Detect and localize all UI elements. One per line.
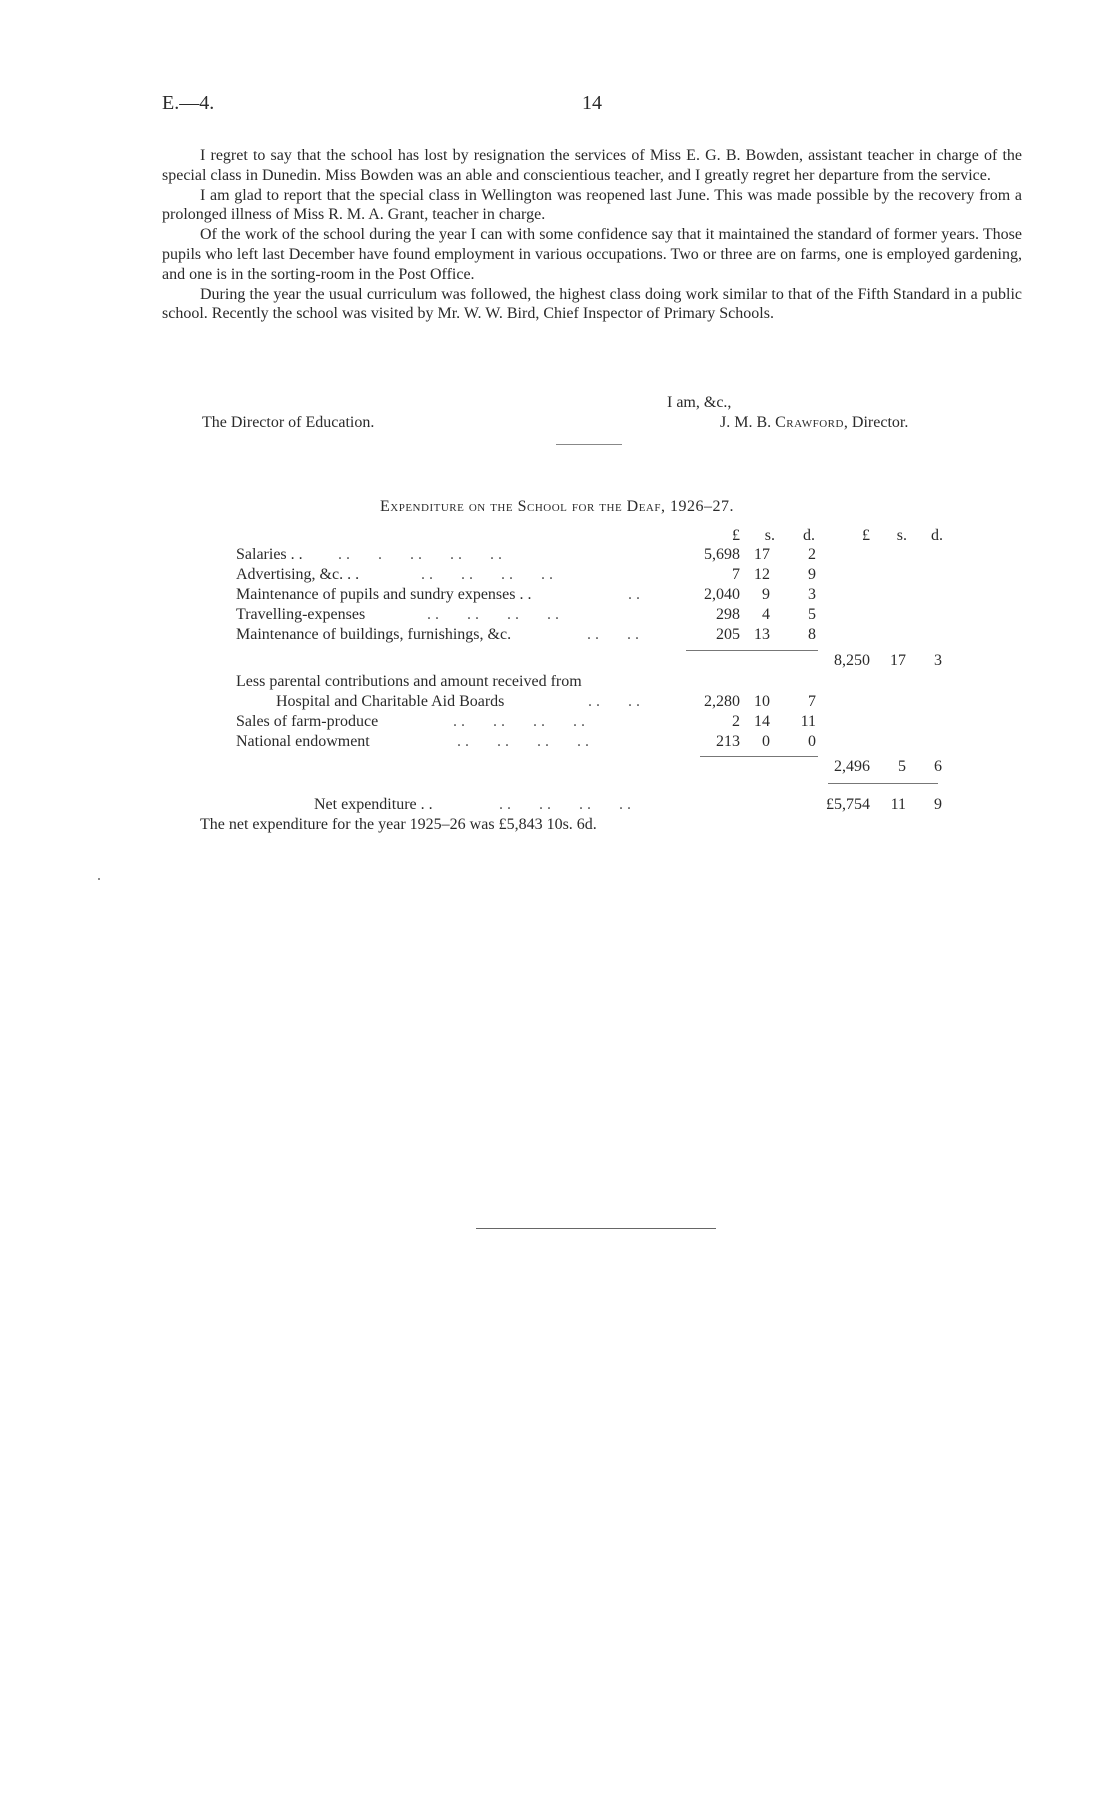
col-header-pounds-total: £ — [862, 527, 870, 544]
table-title: Expenditure on the School for the Deaf, 1926–27. — [380, 498, 734, 515]
credits-rule — [700, 756, 818, 757]
col-header-pence: d. — [803, 527, 815, 544]
end-rule — [476, 1228, 716, 1229]
signatory-title: , Director. — [843, 414, 909, 431]
page-number: 14 — [582, 92, 602, 114]
col-header-shillings: s. — [764, 527, 775, 544]
col-header-pence-total: d. — [931, 527, 943, 544]
paragraph-curriculum: During the year the usual curriculum was followed, the highest class doing work similar to that of the Fifth Standard in a public school. Recently the school was visited by Mr. W. W. Bird, Chief Inspector of Primary Schools. — [162, 285, 1022, 323]
less-heading: Less parental contributions and amount received from — [236, 673, 582, 690]
paragraph-resignation: I regret to say that the school has lost by resignation the services of Miss E. G. B. Bowden, assistant teacher in charge of the special class in Dunedin. Miss Bowden was an able and conscientious teacher, and I greatly regret her departure from the service. — [162, 147, 1022, 184]
expenditure-table: £ s. d. £ s. d. Salaries . . . . . . . . . . . 5,698 17 2 Advertising, &c. . . . . . . . . . . 7 12 9 Maintenance of pupils and sundry expenses . . . . 2,040 9 3 Travelling-expenses . . . . . . . . 298 4 5 Maintenance of buildings, furnishings, &c. . . . . 205 13 8 8,250 17 3 Less parental contributions and amount received from Hospital and Charitable Aid Boards . . . . 2,280 10 7 Sales of farm-produce . . . . . . . . 2 14 11 National endowment . . . . . . . . 213 0 0 2,496 5 6 Net expenditure . . . . . . . . . . £5,754 11 9 The net expenditure for the year 1925–26 was £5,843 10s. 6d. — [200, 527, 943, 833]
document-reference: E.—4. — [162, 92, 215, 114]
paragraph-work: Of the work of the school during the year I can with some confidence say that it maintained the standard of former years. Those pupils who left last December have found employment in various occupations. Two or three are on farms, one is employed gardening, and one is in the sorting-room in the Post Office. — [162, 226, 1022, 283]
col-header-shillings-total: s. — [896, 527, 907, 544]
col-header-pounds: £ — [732, 527, 740, 544]
net-rule — [828, 783, 938, 784]
scan-speck — [98, 878, 100, 880]
paragraph-wellington: I am glad to report that the special class in Wellington was reopened last June. This was made possible by the recovery from a prolonged illness of Miss R. M. A. Grant, teacher in charge. — [162, 186, 1022, 224]
prior-year-note: The net expenditure for the year 1925–26 was £5,843 10s. 6d. — [200, 816, 597, 833]
signatory-name: Crawford — [775, 414, 844, 431]
salutation: I am, &c., — [667, 394, 732, 411]
signatory-initials: J. M. B. — [720, 414, 772, 431]
subtotal-rule — [686, 650, 818, 651]
addressee: The Director of Education. — [202, 414, 375, 431]
